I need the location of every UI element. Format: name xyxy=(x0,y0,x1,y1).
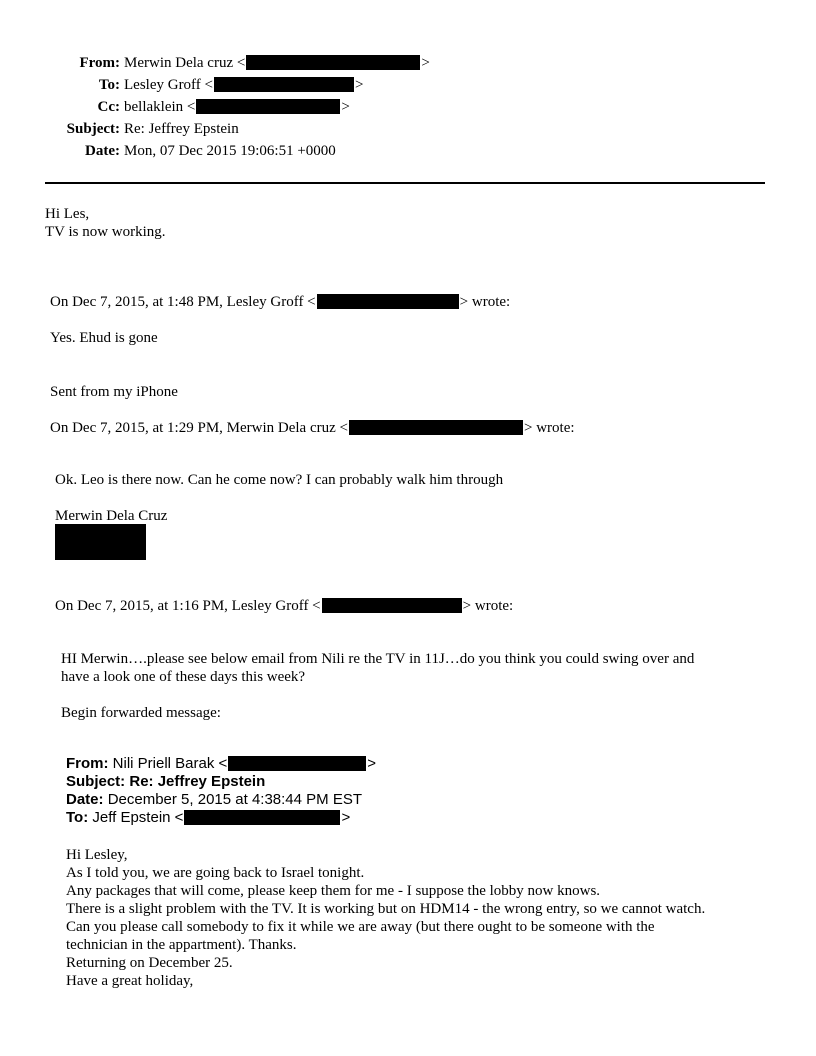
header-cc-row xyxy=(0,98,700,116)
header-subject-value: Re: Jeffrey Epstein xyxy=(124,121,239,137)
header-cc-label: Cc: xyxy=(97,99,120,115)
quote2-signature: Merwin Dela Cruz xyxy=(55,508,168,524)
redaction-box xyxy=(317,294,459,309)
quote2-text: Ok. Leo is there now. Can he come now? I can probably walk him through xyxy=(55,472,504,488)
quote1-signature: Sent from my iPhone xyxy=(50,384,178,400)
redaction-box xyxy=(349,420,523,435)
body-line: TV is now working. xyxy=(45,224,166,240)
header-date-value: Mon, 07 Dec 2015 19:06:51 +0000 xyxy=(124,143,336,159)
quote3-text-line: HI Merwin….please see below email from Nili re the TV in 11J…do you think you could swing over and xyxy=(61,651,695,667)
header-to-value: Lesley Groff < xyxy=(124,77,213,93)
header-bracket: > xyxy=(421,55,430,71)
redaction-box xyxy=(184,810,340,825)
header-bracket: > xyxy=(355,77,364,93)
redaction-box xyxy=(196,99,340,114)
forwarded-date-row xyxy=(66,791,362,809)
forwarded-subject-value: Re: Jeffrey Epstein xyxy=(129,773,266,790)
forwarded-body-line: Hi Lesley, xyxy=(66,847,128,863)
header-from-value: Merwin Dela cruz < xyxy=(124,55,246,71)
forwarded-to-label: To: xyxy=(66,809,89,826)
forwarded-body-line: Any packages that will come, please keep them for me - I suppose the lobby now knows. xyxy=(66,883,601,899)
header-from-label: From: xyxy=(79,55,120,71)
redaction-box xyxy=(228,756,366,771)
forwarded-body-line: Can you please call somebody to fix it while we are away (but there ought to be someone with the xyxy=(66,919,655,935)
header-bracket: > xyxy=(341,99,350,115)
forwarded-from-label: From: xyxy=(66,755,109,772)
redaction-box xyxy=(246,55,420,70)
redaction-box xyxy=(214,77,354,92)
forwarded-date-value: December 5, 2015 at 4:38:44 PM EST xyxy=(107,791,362,808)
forwarded-body-line: Have a great holiday, xyxy=(66,973,194,989)
quote1-attribution: On Dec 7, 2015, at 1:48 PM, Lesley Groff < > wrote: xyxy=(50,294,511,310)
forwarded-from-value: Nili Priell Barak < xyxy=(112,755,228,772)
redaction-box xyxy=(322,598,462,613)
forwarded-body xyxy=(66,846,705,990)
quote1-text: Yes. Ehud is gone xyxy=(50,330,158,346)
forwarded-from-row: From: Nili Priell Barak < > xyxy=(66,755,377,772)
quote2-attribution: On Dec 7, 2015, at 1:29 PM, Merwin Dela cruz < > wrote: xyxy=(50,420,575,436)
header-date-row xyxy=(0,142,700,160)
forwarded-body-line: Returning on December 25. xyxy=(66,955,233,971)
quote3-attribution: On Dec 7, 2015, at 1:16 PM, Lesley Groff < > wrote: xyxy=(55,598,514,614)
forwarded-body-line: There is a slight problem with the TV. It is working but on HDM14 - the wrong entry, so we cannot watch. xyxy=(66,901,706,917)
body-greeting: Hi Les, xyxy=(45,206,90,222)
header-to-label: To: xyxy=(98,77,120,93)
forwarded-subject-label: Subject: xyxy=(66,773,126,790)
header-date-label: Date: xyxy=(85,143,120,159)
quote3-text-line: have a look one of these days this week? xyxy=(61,669,306,685)
forwarded-to-row: To: Jeff Epstein < > xyxy=(66,809,351,826)
header-subject-row xyxy=(0,120,700,138)
forwarded-subject-row xyxy=(66,773,265,791)
header-to-row xyxy=(0,76,700,94)
forwarded-body-line: As I told you, we are going back to Israel tonight. xyxy=(66,865,365,881)
redaction-box xyxy=(55,524,146,560)
forwarded-date-label: Date: xyxy=(66,791,104,808)
header-divider xyxy=(45,182,765,184)
forward-note: Begin forwarded message: xyxy=(61,705,221,721)
forwarded-body-line: technician in the appartment). Thanks. xyxy=(66,937,297,953)
forwarded-to-value: Jeff Epstein < xyxy=(92,809,184,826)
header-subject-label: Subject: xyxy=(66,121,120,137)
header-from-row xyxy=(0,54,700,72)
header-cc-value: bellaklein < xyxy=(124,99,196,115)
